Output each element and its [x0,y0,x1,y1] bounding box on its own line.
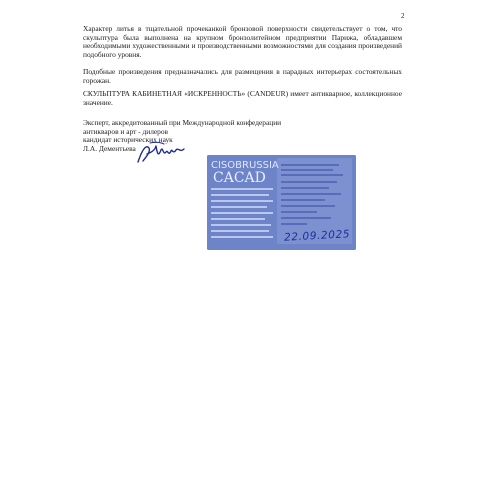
stamp-date: 22.09.2025 [283,228,351,244]
expert-line-2: антикваров и арт - дилеров [83,126,169,136]
paragraph-conclusion: СКУЛЬПТУРА КАБИНЕТНАЯ «ИСКРЕННОСТЬ» (CANDEUR) имеет антикварное, коллекционное значение. [83,89,402,107]
paragraph-intended-use: Подобные произведения предназначались для размещения в парадных интерьерах состоятельных горожан. [83,67,402,85]
handwritten-signature [136,140,188,166]
expert-line-3: кандидат исторических наук [83,135,173,145]
stamp-org-line-2: CACAD [213,170,266,186]
stamp-org-line-1: CISOBRUSSIA [211,160,279,171]
page-number: 2 [401,12,405,20]
expert-name: Л.А. Дементьева [83,143,136,153]
paragraph-casting-description: Характер литья в тщательной прочеканкой бронзовой поверхности свидетельствует о том, что скульптура была выполнена на крупном бронзолитейном предприятии Парижа, обладавшем необходимыми художественными и производственными возможностями для создания произведений подобного уровня. [83,24,402,59]
expert-line-1: Эксперт, аккредитованный при Международной конфедерации [83,118,282,127]
